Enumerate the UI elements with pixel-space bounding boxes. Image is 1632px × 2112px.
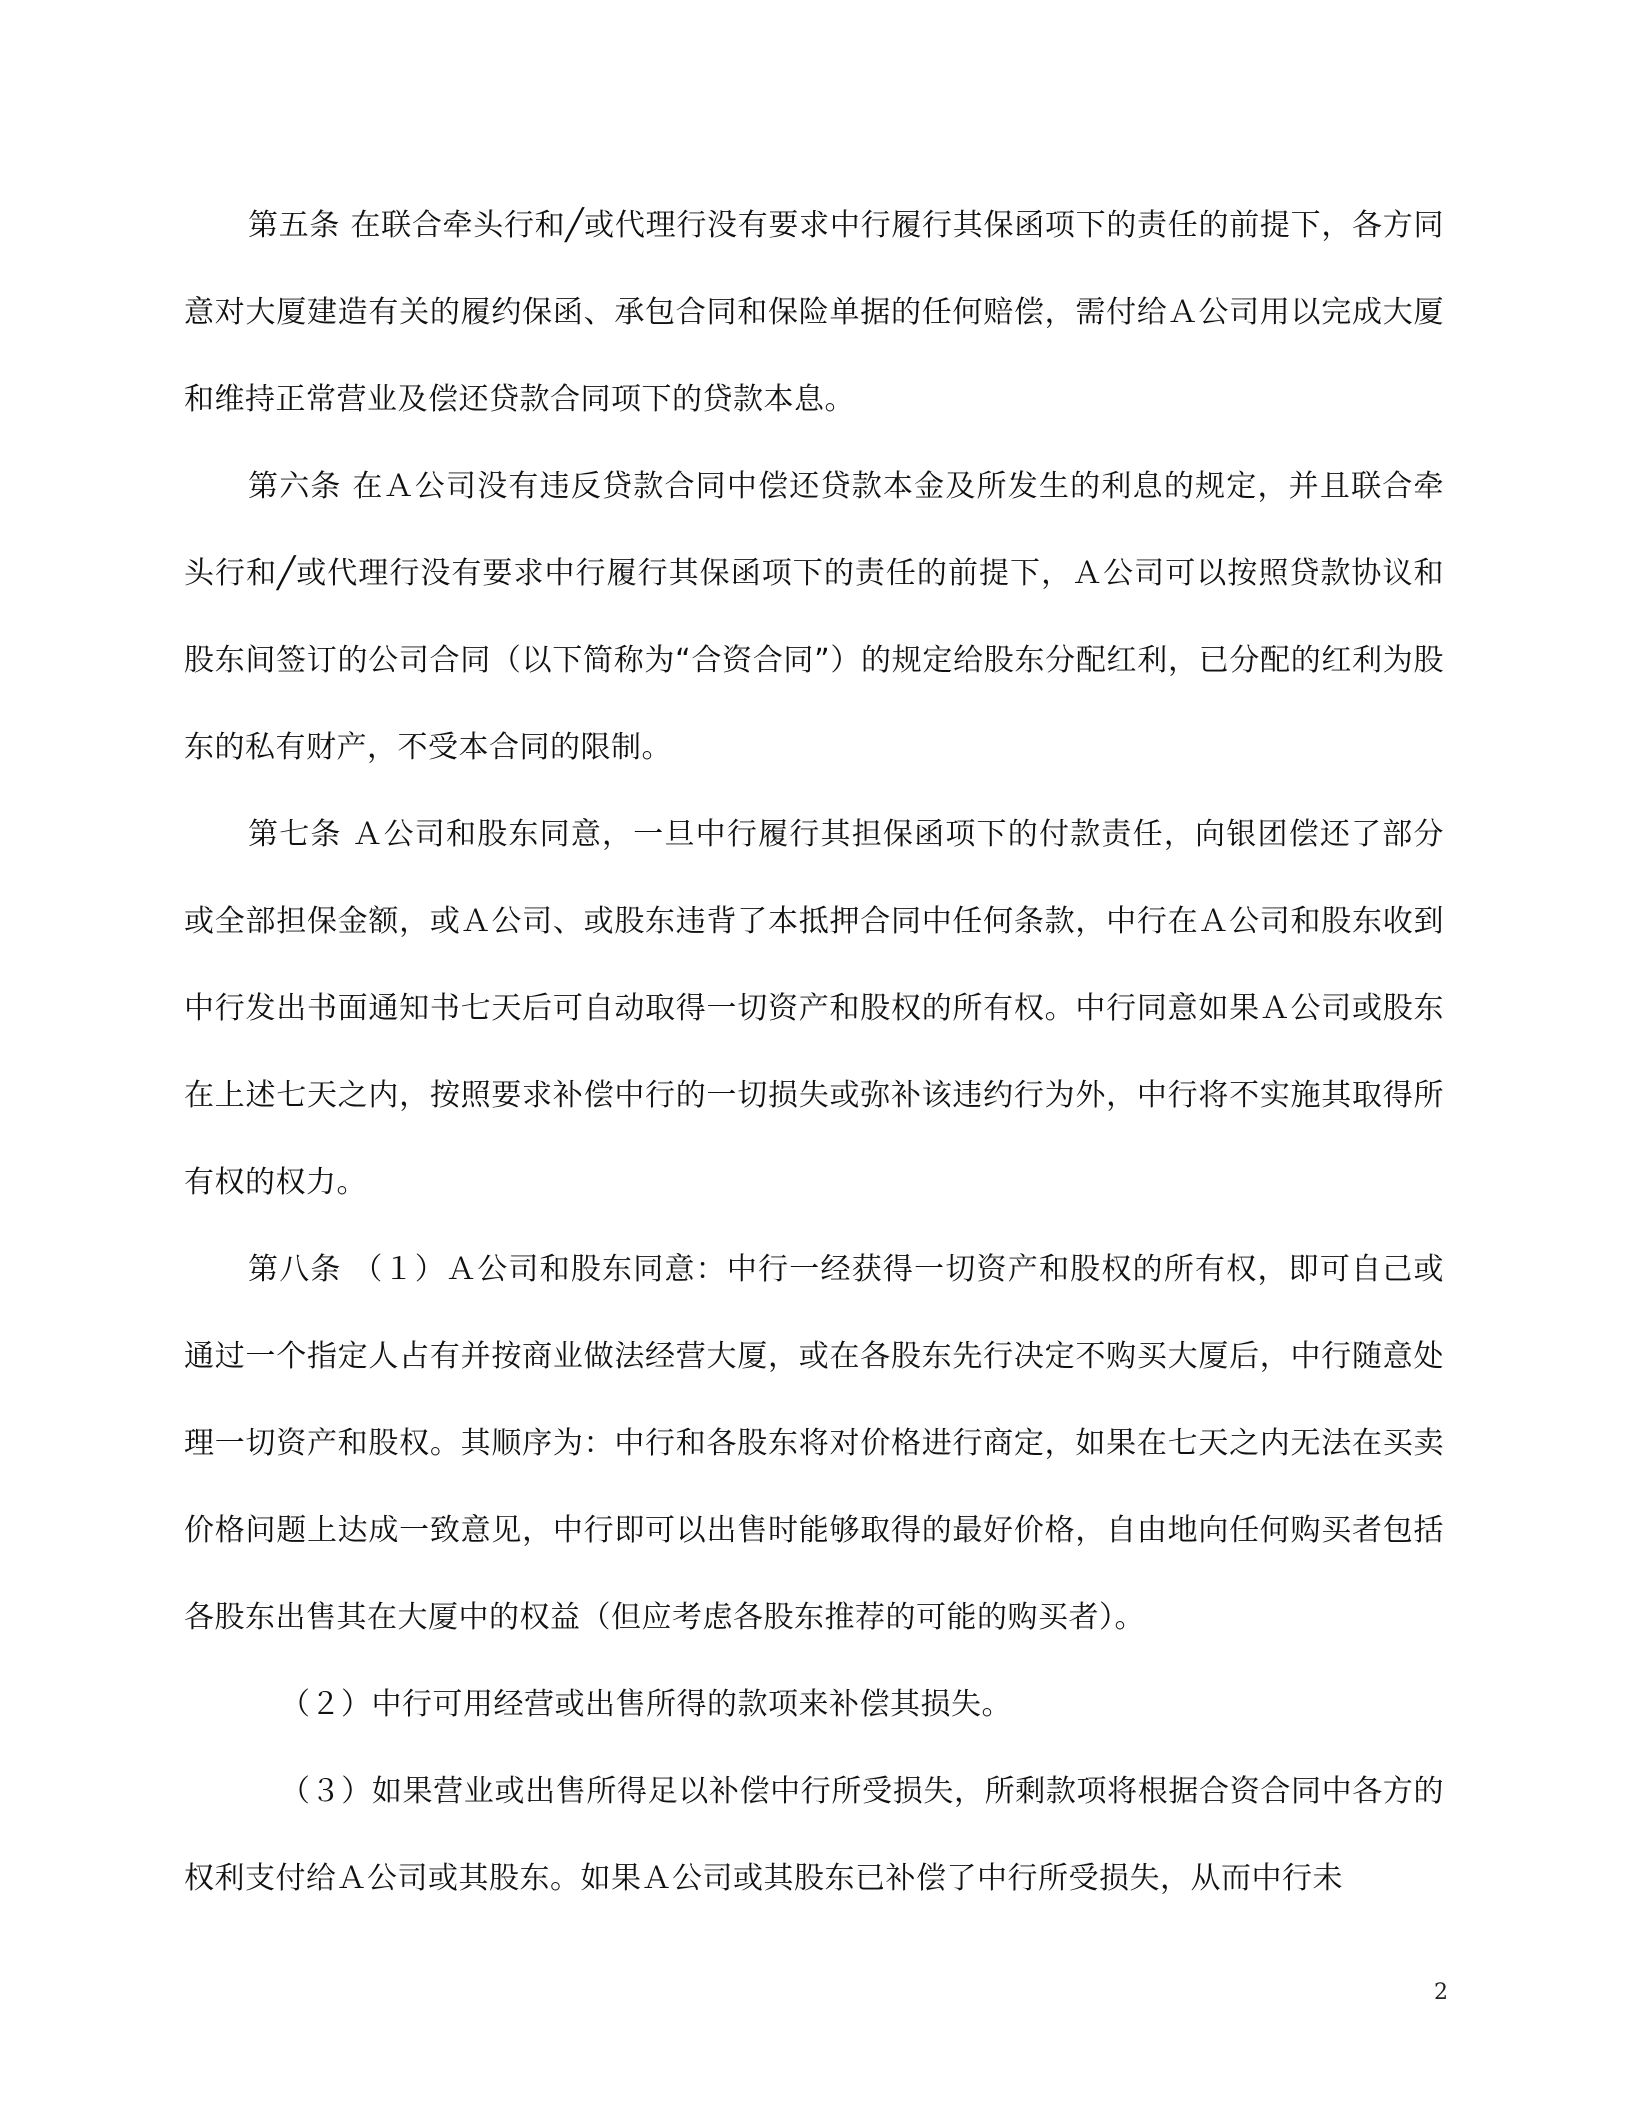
article-8-clause-2-paragraph: （２）中行可用经营或出售所得的款项来补偿其损失。	[280, 1687, 1012, 1722]
article-5-paragraph: 第五条 在联合牵头行和╱或代理行没有要求中行履行其保函项下的责任的前提下，各方同意对大厦建造有关的履约保函、承包合同和保险单据的任何赔偿，需付给Ａ公司用以完成大厦和维持正常营业及偿还贷款合同项下的贷款本息。	[184, 208, 1444, 417]
document-body	[184, 182, 1444, 1922]
article-8-clause-3-paragraph: （３）如果营业或出售所得足以补偿中行所受损失，所剩款项将根据合资合同中各方的权利支付给Ａ公司或其股东。如果Ａ公司或其股东已补偿了中行所受损失，从而中行未	[184, 1774, 1444, 1896]
article-6-paragraph: 第六条 在Ａ公司没有违反贷款合同中偿还贷款本金及所发生的利息的规定，并且联合牵头行和╱或代理行没有要求中行履行其保函项下的责任的前提下，Ａ公司可以按照贷款协议和股东间签订的公司合同（以下简称为“合资合同”）的规定给股东分配红利，已分配的红利为股东的私有财产，不受本合同的限制。	[184, 469, 1444, 765]
page-number: 2	[1434, 1980, 1448, 2005]
article-8-clause-1-paragraph: 第八条 （１）Ａ公司和股东同意：中行一经获得一切资产和股权的所有权，即可自己或通过一个指定人占有并按商业做法经营大厦，或在各股东先行决定不购买大厦后，中行随意处理一切资产和股权。其顺序为：中行和各股东将对价格进行商定，如果在七天之内无法在买卖价格问题上达成一致意见，中行即可以出售时能够取得的最好价格，自由地向任何购买者包括各股东出售其在大厦中的权益（但应考虑各股东推荐的可能的购买者）。	[184, 1252, 1444, 1635]
article-7-paragraph: 第七条 Ａ公司和股东同意，一旦中行履行其担保函项下的付款责任，向银团偿还了部分或全部担保金额，或Ａ公司、或股东违背了本抵押合同中任何条款，中行在Ａ公司和股东收到中行发出书面通知书七天后可自动取得一切资产和股权的所有权。中行同意如果Ａ公司或股东在上述七天之内，按照要求补偿中行的一切损失或弥补该违约行为外，中行将不实施其取得所有权的权力。	[184, 817, 1444, 1200]
